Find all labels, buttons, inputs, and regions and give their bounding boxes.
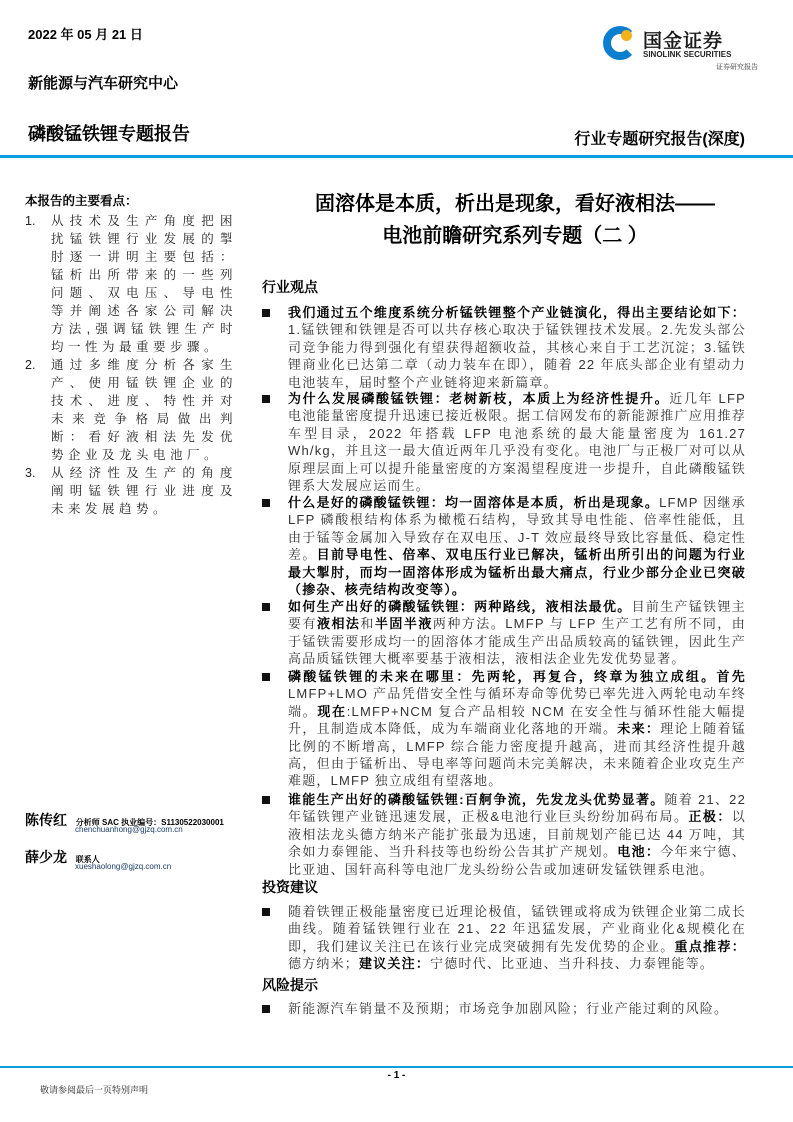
view-text <box>288 304 746 391</box>
author-role: 分析师 SAC 执业编号：S1130522030001 <box>75 818 224 827</box>
bold-text-segment: 重点推荐： <box>674 938 746 954</box>
bold-text-segment: 正极： <box>688 809 732 825</box>
header-divider <box>0 155 793 158</box>
bullet-square-icon <box>262 908 270 916</box>
text-segment: 近几年 LFP 电池能量密度提升迅速已接近极限。据工信网发布的新能源推广应用推荐车型目录，2022 年搭载 LFP 电池系统的最大能量密度为 161.27 Wh/kg，并且这一最大值近两年几乎没有变化。电池厂与正极厂对可以从原理层面上可以提升能量密度的方案渴望程度进一步提升，自此磷酸锰铁锂系大发展应运而生。 <box>288 391 746 494</box>
bold-text-segment: 液相法 <box>316 616 361 632</box>
text-segment: :LMFP+NCM 复合产品相较 NCM 在安全性与循环性能大幅提升，且制造成本降低，成为车端商业化落地的开端。 <box>288 703 746 737</box>
author-2 <box>25 847 172 871</box>
bullet-square-icon <box>262 309 270 317</box>
bullet-square-icon <box>262 395 270 403</box>
bold-text-segment: 如何生产出好的磷酸锰铁锂：两种路线，液相法最优。 <box>288 599 632 614</box>
text-segment: LFMP 因继承 LFP 磷酸根结构体系为橄榄石结构，导致其导电性能、倍率性能低，且由于锰等金属加入导致存在双电压、J-T 效应最终导致比容量低、稳定性差。 <box>288 495 746 563</box>
author-email[interactable]: chenchuanhong@gjzq.com.cn <box>75 825 183 834</box>
view-bullet <box>262 791 746 878</box>
text-segment: 今年来宁德、比亚迪、国轩高科等电池厂龙头纷纷公告或加速研发锰铁锂系电池。 <box>288 844 746 877</box>
bold-text-segment: 目前导电性、倍率、双电压行业已解决，锰析出所引出的问题为行业最大掣肘，而均一固溶体形成为锰析出最大痛点，行业少部分企业已突破（掺杂、核壳结构改变等）。 <box>288 547 746 598</box>
bold-text-segment: 我们通过五个维度系统分析锰铁锂整个产业链演化，得出主要结论如下： <box>288 305 746 320</box>
bullet-square-icon <box>262 796 270 804</box>
text-segment: 宁德时代、比亚迪、当升科技、力泰锂能等。 <box>430 956 715 972</box>
footer-divider <box>0 1066 793 1068</box>
view-bullet <box>262 668 746 790</box>
risk-heading: 风险提示 <box>262 977 318 993</box>
view-bullet <box>262 598 746 668</box>
view-text <box>288 390 746 494</box>
key-point-number: 2. <box>25 358 36 372</box>
text-segment: 以液相法龙头德方纳米产能扩张最为迅速，目前规划产能已达 44 万吨，其余如力泰锂能、当升科技等也纷纷公告其扩产规划。 <box>288 809 746 860</box>
view-text <box>288 791 746 878</box>
logo-mark-icon <box>603 26 637 60</box>
key-points-heading: 本报告的主要看点： <box>25 194 138 208</box>
author-email[interactable]: xueshaolong@gjzq.com.cn <box>75 862 172 871</box>
view-text <box>288 668 746 790</box>
bullet-square-icon <box>262 499 270 507</box>
bullet-square-icon <box>262 603 270 611</box>
author-role: 联系人 <box>75 855 100 864</box>
key-point <box>25 356 237 464</box>
text-segment: 1.锰铁锂和铁锂是否可以共存核心取决于锰铁锂技术发展。2.先发头部公司竞争能力得到强化有望获得超额收益，其核心来自于工艺沉淀；3.锰铁锂商业化已达第二章（动力装车在即），随着 22 年底头部企业有望动力电池装车，届时整个产业链将迎来新篇章。 <box>288 322 746 390</box>
invest-bullet <box>262 903 746 973</box>
key-point-text: 通过多维度分析各家生产、使用锰铁锂企业的技术、进度、特性并对未来竞争格局做出判断：看好液相法先发优势企业及龙头电池厂。 <box>51 358 237 462</box>
key-point-text: 从经济性及生产的角度阐明锰铁锂行业进度及未来发展趋势。 <box>51 466 237 516</box>
author-name: 薛少龙 <box>25 849 67 865</box>
bold-text-segment: 磷酸锰铁锂的未来在哪里：先两轮，再复合，终章为独立成组。首先 <box>288 669 746 684</box>
page-number: - 1 - <box>387 1070 406 1081</box>
view-bullet <box>262 390 746 494</box>
view-bullet <box>262 494 746 598</box>
risk-text <box>288 1000 746 1017</box>
report-date: 2022 年 05 月 21 日 <box>28 27 143 42</box>
view-text <box>288 598 746 668</box>
bold-text-segment: 电池： <box>617 844 661 860</box>
key-point <box>25 212 237 356</box>
bold-text-segment: 建议关注： <box>359 956 431 972</box>
logo-dot-icon <box>621 30 632 41</box>
key-point-number: 1. <box>25 214 36 228</box>
research-center: 新能源与汽车研究中心 <box>28 75 179 92</box>
bullet-square-icon <box>262 1005 270 1013</box>
invest-heading: 投资建议 <box>262 879 318 895</box>
text-segment: 随着 21、22 年锰铁锂产业链迅速发展，正极&电池行业巨头纷纷加码布局。 <box>288 792 746 825</box>
bold-text-segment: 什么是好的磷酸锰铁锂：均一固溶体是本质，析出是现象。 <box>288 495 660 510</box>
text-segment: 和 <box>360 616 375 632</box>
invest-text <box>288 903 746 973</box>
key-point-number: 3. <box>25 466 36 480</box>
logo-en: SINOLINK SECURITIES <box>643 50 732 59</box>
text-segment: 目前生产锰铁锂主要有 <box>288 599 746 632</box>
text-segment: 德方纳米； <box>288 956 360 972</box>
view-text <box>288 494 746 598</box>
report-type: 行业专题研究报告(深度) <box>574 131 745 148</box>
key-point <box>25 464 237 518</box>
bold-text-segment: 半固半液 <box>374 616 433 632</box>
main-title-line2: 电池前瞻研究系列专题（二 ） <box>382 225 648 247</box>
logo-cn: 国金证券 <box>643 31 724 52</box>
disclaimer-note: 敬请参阅最后一页特别声明 <box>40 1085 149 1095</box>
text-segment: 两种方法。LMFP 与 LFP 生产工艺有所不同，由于锰铁需要形成均一的固溶体才能成生产出品质较高的锰铁锂，因此生产高品质锰铁锂大概率要基于液相法，液相法企业先发优势显著。 <box>288 616 746 667</box>
bold-text-segment: 现在 <box>317 703 347 719</box>
key-point-text: 从技术及生产角度把困扰锰铁锂行业发展的掣肘逐一讲明主要包括：锰析出所带来的一些列问题、双电压、导电性等并阐述各家公司解决方法,强调锰铁锂生产时均一性为最重要步骤。 <box>51 214 237 354</box>
sinolink-logo <box>603 26 758 76</box>
text-segment: 理论上随着锰比例的不断增高，LMFP 综合能力密度提升越高，进而其经济性提升越高，但由于锰析出、导电率等问题尚未完美解决，未来随着企业攻克生产难题，LMFP 独立成组有望落地。 <box>288 721 746 789</box>
risk-bullet <box>262 1000 746 1017</box>
logo-sub: 证券研究报告 <box>716 64 758 71</box>
view-bullet <box>262 304 746 391</box>
views-heading: 行业观点 <box>262 279 318 295</box>
text-segment: 随着铁锂正极能量密度已近理论极值，锰铁锂或将成为铁锂企业第二成长曲线。随着锰铁锂行业在 21、22 年迅猛发展，产业商业化&规模化在即，我们建议关注已在该行业完成突破拥有先发优势的企业。 <box>288 904 746 954</box>
author-name: 陈传红 <box>25 812 67 828</box>
bullet-square-icon <box>262 673 270 681</box>
key-points-sidebar <box>25 192 237 518</box>
text-segment: 新能源汽车销量不及预期；市场竞争加剧风险；行业产能过剩的风险。 <box>288 1001 729 1016</box>
bold-text-segment: 谁能生产出好的磷酸锰铁锂:百舸争流，先发龙头优势显著。 <box>288 792 665 807</box>
author-1 <box>25 810 224 834</box>
text-segment: LMFP+LMO 产品凭借安全性与循环寿命等优势已率先进入两轮电动车终端。 <box>288 686 746 719</box>
main-title-line1: 固溶体是本质，析出是现象，看好液相法—— <box>315 193 715 215</box>
bold-text-segment: 未来： <box>617 721 661 737</box>
bold-text-segment: 为什么发展磷酸锰铁锂：老树新枝，本质上为经济性提升。 <box>288 391 670 406</box>
report-topic: 磷酸锰铁锂专题报告 <box>28 124 190 144</box>
